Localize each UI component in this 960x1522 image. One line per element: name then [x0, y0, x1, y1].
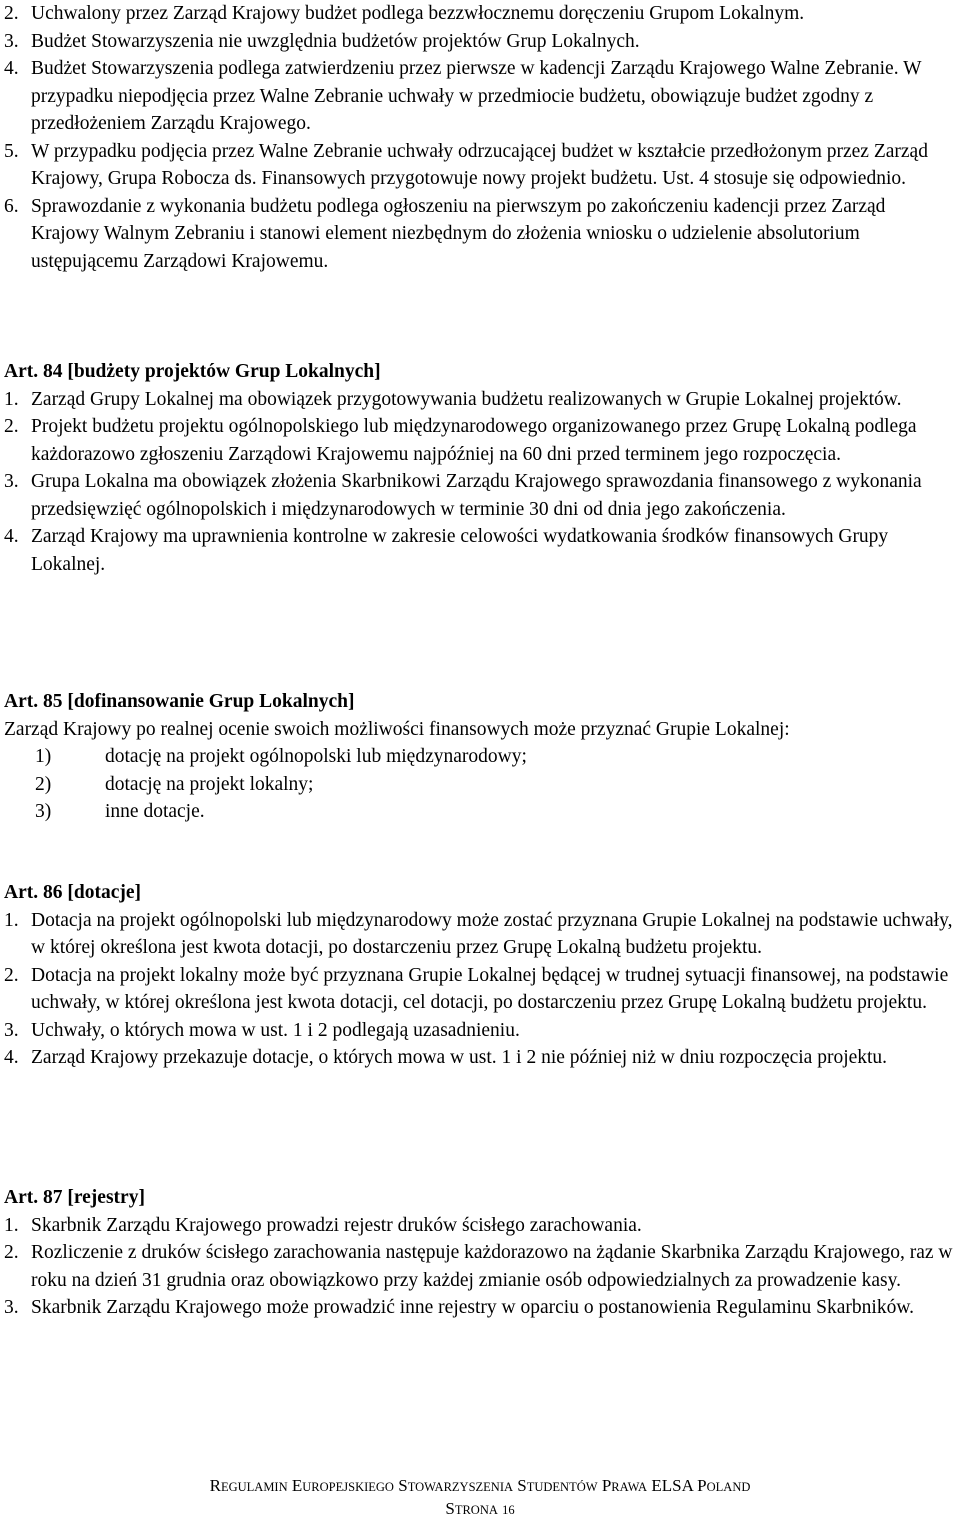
item-number: 1.: [4, 1214, 19, 1236]
item-text: Budżet Stowarzyszenia nie uwzględnia budżetów projektów Grup Lokalnych.: [31, 30, 640, 52]
item-text: Zarząd Krajowy przekazuje dotacje, o których mowa w ust. 1 i 2 nie później niż w dniu rozpoczęcia projektu.: [31, 1047, 888, 1068]
art-87-heading: Art. 87 [rejestry]: [4, 1187, 145, 1208]
list-item: [4, 193, 956, 276]
list-item: [4, 771, 956, 799]
list-item: [4, 743, 956, 771]
item-text: dotację na projekt lokalny;: [105, 773, 314, 795]
item-number: 4.: [4, 526, 19, 547]
item-text: dotację na projekt ogólnopolski lub międzynarodowy;: [105, 746, 527, 767]
item-text: Zarząd Krajowy ma uprawnienia kontrolne w zakresie celowości wydatkowania środków finansowych Grupy Lokalnej.: [31, 526, 889, 575]
list-item: [4, 1294, 956, 1322]
item-number: 3): [35, 801, 52, 822]
art-86-section: [4, 879, 956, 1072]
item-text: inne dotacje.: [105, 801, 205, 822]
item-number: 6.: [4, 195, 19, 217]
item-text: Rozliczenie z druków ścisłego zarachowania następuje każdorazowo na żądanie Skarbnika Zarządu Krajowego, raz w roku na dzień 31 grudnia oraz obowiązkowo przy każdej zmianie osób odpowiedzialnych za prowadzenie kasy.: [31, 1242, 953, 1291]
item-text: Grupa Lokalna ma obowiązek złożenia Skarbnikowi Zarządu Krajowego sprawozdania finansowego z wykonania przedsięwzięć ogólnopolskich i międzynarodowych w terminie 30 dni od dnia jego zakończenia.: [31, 471, 922, 520]
list-item: [4, 138, 956, 193]
item-text: W przypadku podjęcia przez Walne Zebranie uchwały odrzucającej budżet w kształcie przedłożonym przez Zarząd Krajowy, Grupa Robocza ds. Finansowych przygotowuje nowy projekt budżetu. Ust. 4 stosuje się odpowiednio.: [31, 140, 928, 189]
item-number: 2.: [4, 1242, 19, 1263]
list-item: [4, 28, 956, 56]
item-text: Zarząd Grupy Lokalnej ma obowiązek przygotowywania budżetu realizowanych w Grupie Lokalnej projektów.: [31, 388, 902, 410]
list-item: [4, 0, 956, 28]
item-number: 3.: [4, 30, 19, 52]
list-item: [4, 468, 956, 523]
list-item: [4, 386, 956, 414]
item-number: 4.: [4, 1047, 19, 1068]
item-text: Uchwalony przez Zarząd Krajowy budżet podlega bezzwłocznemu doręczeniu Grupom Lokalnym.: [31, 3, 805, 24]
list-item: [4, 1212, 956, 1240]
item-text: Budżet Stowarzyszenia podlega zatwierdzeniu przez pierwsze w kadencji Zarządu Krajowego Walne Zebranie. W przypadku niepodjęcia przez Walne Zebranie uchwały w przedmiocie budżetu, obowiązuje budżet zgodny z przedłożeniem Zarządu Krajowego.: [31, 58, 922, 134]
art-85-section: [4, 688, 956, 826]
art-84-heading: Art. 84 [budżety projektów Grup Lokalnych]: [4, 361, 381, 382]
list-item: [4, 962, 956, 1017]
item-number: 4.: [4, 58, 19, 79]
list-item: [4, 907, 956, 962]
art-86-heading: Art. 86 [dotacje]: [4, 882, 141, 903]
item-number: 3.: [4, 1297, 19, 1318]
list-item: [4, 1017, 956, 1045]
item-number: 2.: [4, 964, 19, 986]
item-text: Dotacja na projekt ogólnopolski lub międzynarodowy może zostać przyznana Grupie Lokalnej na podstawie uchwały, w której określona jest kwota dotacji, po dostarczeniu przez Grupę Lokalną budżetu projektu.: [31, 909, 953, 958]
item-text: Skarbnik Zarządu Krajowego może prowadzić inne rejestry w oparciu o postanowienia Regulaminu Skarbników.: [31, 1297, 915, 1318]
item-number: 1.: [4, 909, 19, 931]
art-87-section: [4, 1184, 956, 1322]
list-item: [4, 523, 956, 578]
list-item: [4, 413, 956, 468]
item-text: Sprawozdanie z wykonania budżetu podlega ogłoszeniu na pierwszym po zakończeniu kadencji przez Zarząd Krajowy Walnym Zebraniu i stanowi element niezbędnym do złożenia wniosku o udzielenie absolutorium ustępującemu Zarządowi Krajowemu.: [31, 195, 886, 272]
item-number: 2): [35, 773, 52, 795]
item-number: 5.: [4, 140, 19, 162]
item-number: 1.: [4, 388, 19, 410]
art-85-intro: Zarząd Krajowy po realnej ocenie swoich możliwości finansowych może przyznać Grupie Lokalnej:: [4, 718, 790, 740]
footer-title: REGULAMIN EUROPEJSKIEGO STOWARZYSZENIA STUDENTÓW PRAWA ELSA POLAND: [209, 1476, 751, 1495]
list-item: [4, 798, 956, 826]
item-text: Projekt budżetu projektu ogólnopolskiego lub międzynarodowego organizowanego przez Grupę Lokalną podlega każdorazowo zgłoszeniu Zarządowi Krajowemu najpóźniej na 60 dni przed terminem jego rozpoczęcia.: [31, 416, 917, 465]
art-85-heading: Art. 85 [dofinansowanie Grup Lokalnych]: [4, 691, 355, 712]
item-number: 3.: [4, 471, 19, 492]
list-item: [4, 1239, 956, 1294]
item-number: 3.: [4, 1019, 19, 1041]
art-84-section: [4, 358, 956, 578]
section-top-list: [4, 0, 956, 275]
item-text: Dotacja na projekt lokalny może być przyznana Grupie Lokalnej będącej w trudnej sytuacji finansowej, na podstawie uchwały, w której określona jest kwota dotacji, cel dotacji, po dostarczeniu przez Grupę Lokalną budżetu projektu.: [31, 964, 949, 1013]
footer-page-number: STRONA 16: [445, 1499, 515, 1518]
list-item: [4, 55, 956, 138]
item-text: Skarbnik Zarządu Krajowego prowadzi rejestr druków ścisłego zarachowania.: [31, 1214, 642, 1236]
item-text: Uchwały, o których mowa w ust. 1 i 2 podlegają uzasadnieniu.: [31, 1019, 520, 1041]
item-number: 2.: [4, 416, 19, 437]
list-item: [4, 1044, 956, 1072]
item-number: 2.: [4, 3, 19, 24]
item-number: 1): [35, 746, 52, 767]
